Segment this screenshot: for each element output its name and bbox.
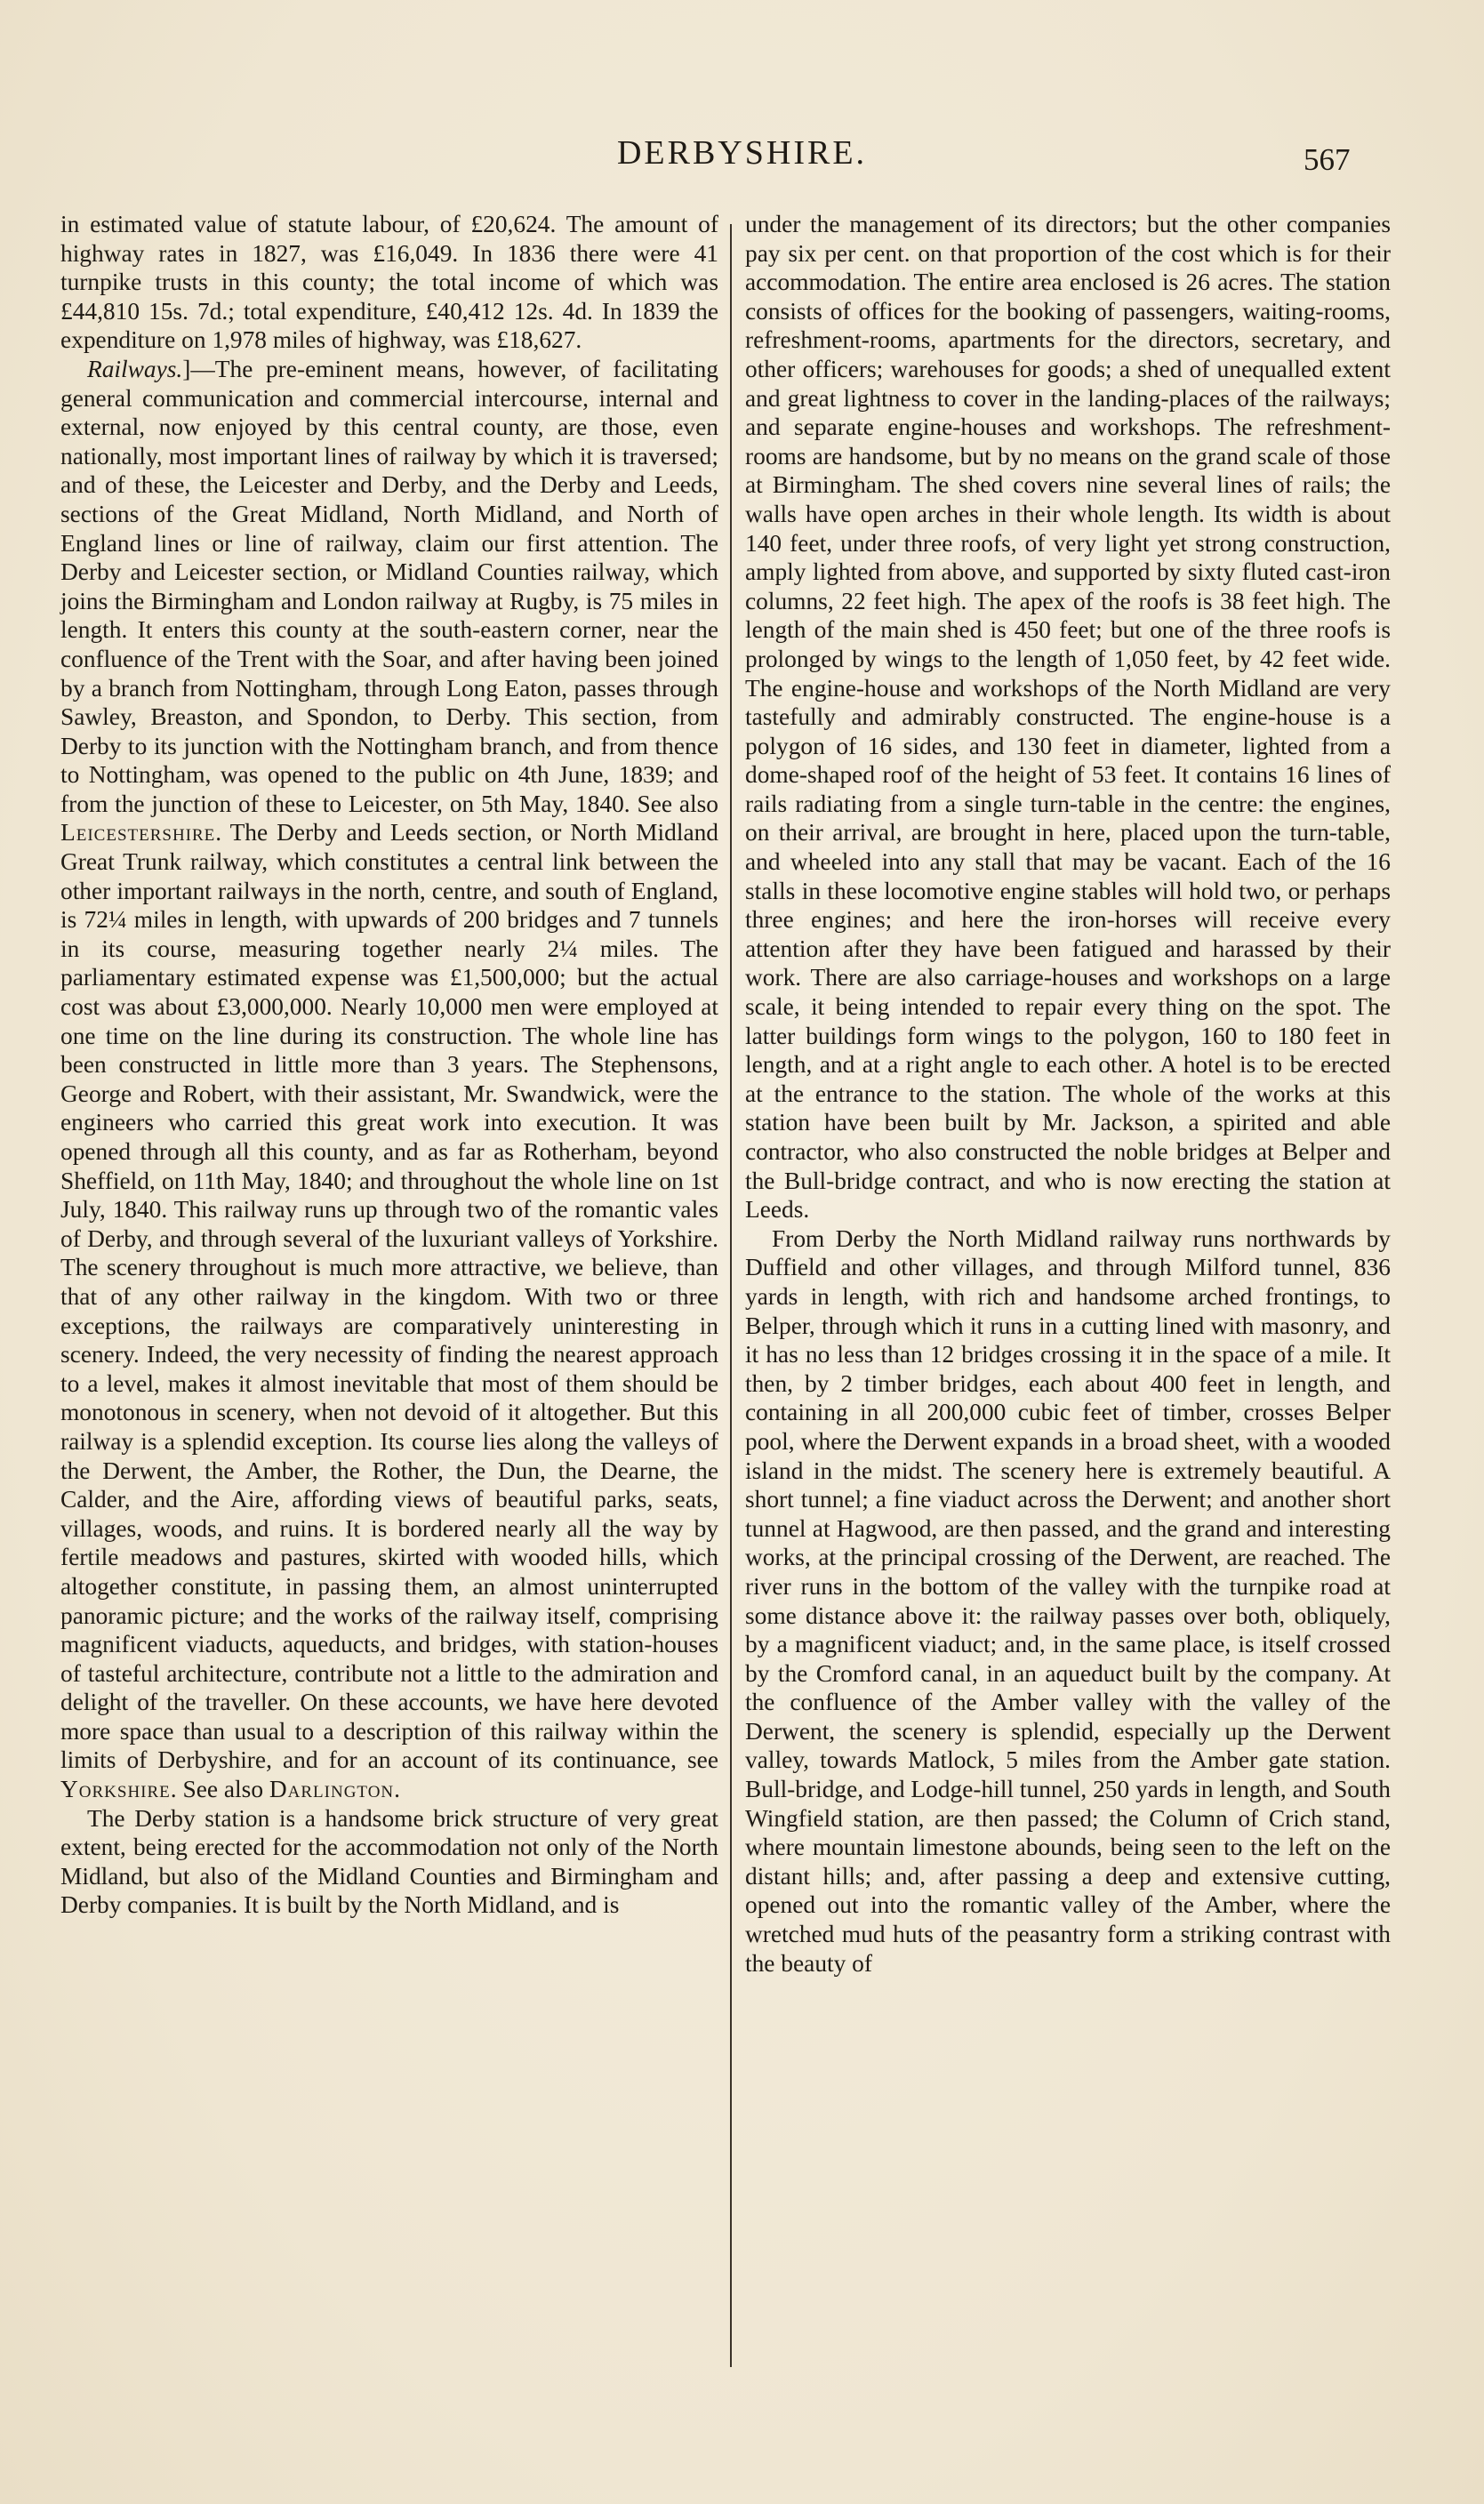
cross-ref-yorkshire[interactable]: Yorkshire xyxy=(60,1776,171,1803)
railways-heading: Railways. xyxy=(87,355,183,382)
paragraph-railways xyxy=(60,355,718,1804)
railways-text-end: . xyxy=(394,1776,400,1803)
right-column xyxy=(745,210,1391,1978)
running-head: DERBYSHIRE. xyxy=(616,134,868,172)
paragraph-highway-rates: in estimated value of statute labour, of £20,624. The amount of highway rates in 1827, was £16,049. In 1836 there were 41 turnpike trusts in this county; the total income of which was £44,810 15s. 7d.; total expenditure, £40,412 12s. 4d. In 1839 the expenditure on 1,978 miles of highway, was £18,627. xyxy=(60,211,718,354)
paragraph-derby-station: The Derby station is a handsome brick structure of very great extent, being erected for the accommodation not only of the North Midland, but also of the Midland Counties and Birmingham and Derby companies. It is built by the North Midland, and is xyxy=(60,1804,718,1919)
left-column xyxy=(60,210,718,1920)
railways-text-3: . See also xyxy=(170,1776,264,1803)
column-divider xyxy=(730,224,732,2367)
paragraph-station-management: under the management of its directors; but the other companies pay six per cent. on that proportion of the cost which is for their accommodation. The entire area enclosed is 26 acres. The station consists of offices for the booking of passengers, waiting-rooms, refreshment-rooms, apartments for the directors, secretary, and other officers; warehouses for goods; a shed of unequalled extent and great lightness to cover in the landing-places of the railways; and separate engine-houses and workshops. The refreshment-rooms are handsome, but by no means on the grand scale of those at Birmingham. The shed covers nine several lines of rails; the walls have open arches in their whole length. Its width is about 140 feet, under three roofs, of very light yet strong construction, amply lighted from above, and supported by sixty fluted cast-iron columns, 22 feet high. The apex of the roofs is 38 feet high. The length of the main shed is 450 feet; but one of the three roofs is prolonged by wings to the length of 1,050 feet, by 42 feet wide. The engine-house and workshops of the North Midland are very tastefully and admirably constructed. The engine-house is a polygon of 16 sides, and 130 feet in diameter, lighted from a dome-shaped roof of the height of 53 feet. It contains 16 lines of rails radiating from a single turn-table in the centre: the engines, on their arrival, are brought in here, placed upon the turn-table, and wheeled into any stall that may be vacant. Each of the 16 stalls in these locomotive engine stables will hold two, or perhaps three engines; and here the iron-horses will receive every attention after they have been fatigued and harassed by their work. There are also carriage-houses and workshops on a large scale, it being intended to repair every thing on the spot. The latter buildings form wings to the polygon, 160 to 180 feet in length, and at a right angle to each other. A hotel is to be erected at the entrance to the station. The whole of the works at this station have been built by Mr. Jackson, a spirited and able contractor, who also constructed the noble bridges at Belper and the Bull-bridge contract, and who is now erecting the station at Leeds. xyxy=(745,211,1391,1224)
cross-ref-leicestershire[interactable]: Leicestershire xyxy=(60,819,216,847)
railways-text-2: . The Derby and Leeds section, or North Midland Great Trunk railway, which constitutes a central link between the other important railways in the north, centre, and south of England, is 72¼ miles in length, with upwards of 200 bridges and 7 tunnels in its course, measuring together nearly 2¼ miles. The parliamentary estimated expense was £1,500,000; but the actual cost was about £3,000,000. Nearly 10,000 men were employed at one time on the line during its construction. The whole line has been constructed in little more than 3 years. The Stephensons, George and Robert, with their assistant, Mr. Swandwick, were the engineers who carried this great work into execution. It was opened through all this county, and as far as Rotherham, beyond Sheffield, on 11th May, 1840; and throughout the whole line on 1st July, 1840. This railway runs up through two of the romantic vales of Derby, and through several of the luxuriant valleys of Yorkshire. The scenery throughout is much more attractive, we believe, than that of any other railway in the kingdom. With two or three exceptions, the railways are comparatively uninteresting in scenery. Indeed, the very necessity of finding the nearest approach to a level, makes it almost inevitable that most of them should be monotonous in scenery, when not devoid of it altogether. But this railway is a splendid exception. Its course lies along the valleys of the Derwent, the Amber, the Rother, the Dun, the Dearne, the Calder, and the Aire, affording views of beautiful parks, seats, villages, woods, and ruins. It is bordered nearly all the way by fertile meadows and pastures, skirted with wooded hills, which altogether constitute, in passing them, an almost uninterrupted panoramic picture; and the works of the railway itself, comprising magnificent viaducts, aqueducts, and bridges, with station-houses of tasteful architecture, contribute not a little to the admiration and delight of the traveller. On these accounts, we have here devoted more space than usual to a description of this railway within the limits of Derbyshire, and for an account of its continuance, see xyxy=(60,819,718,1774)
paragraph-north-midland-route: From Derby the North Midland railway runs northwards by Duffield and other villages, and through Milford tunnel, 836 yards in length, with rich and handsome arched frontings, to Belper, through which it runs in a cutting lined with masonry, and it has no less than 12 bridges crossing it in the space of a mile. It then, by 2 timber bridges, each about 400 feet in length, and containing in all 200,000 cubic feet of timber, crosses Belper pool, where the Derwent expands in a broad sheet, with a wooded island in the midst. The scenery here is extremely beautiful. A short tunnel; a fine viaduct across the Derwent; and another short tunnel at Hagwood, are then passed, and the grand and interesting works, at the principal crossing of the Derwent, are reached. The river runs in the bottom of the valley with the turnpike road at some distance above it: the railway passes over both, obliquely, by a magnificent viaduct; and, in the same place, is itself crossed by the Cromford canal, in an aqueduct built by the company. At the confluence of the Amber valley with the valley of the Derwent, the scenery is splendid, especially up the Derwent valley, towards Matlock, 5 miles from the Amber gate station. Bull-bridge, and Lodge-hill tunnel, 250 yards in length, and South Wingfield station, are then passed; the Column of Crich stand, where mountain limestone abounds, being seen to the left on the distant hills; and, after passing a deep and extensive cutting, opened out into the romantic valley of the Amber, where the wretched mud huts of the peasantry form a striking contrast with the beauty of xyxy=(745,1224,1391,1977)
railways-text: ]—The pre-eminent means, however, of facilitating general communication and commercial intercourse, internal and external, now enjoyed by this central county, are those, even nationally, most important lines of railway by which it is traversed; and of these, the Leicester and Derby, and the Derby and Leeds, sections of the Great Midland, North Midland, and North of England lines or line of railway, claim our first attention. The Derby and Leicester section, or Midland Counties railway, which joins the Birmingham and London railway at Rugby, is 75 miles in length. It enters this county at the south-eastern corner, near the confluence of the Trent with the Soar, and after having been joined by a branch from Nottingham, through Long Eaton, passes through Sawley, Breaston, and Spondon, to Derby. This section, from Derby to its junction with the Nottingham branch, and from thence to Nottingham, was opened to the public on 4th June, 1839; and from the junction of these to Leicester, on 5th May, 1840. See also xyxy=(60,355,718,817)
page-number: 567 xyxy=(1304,142,1351,177)
cross-ref-darlington[interactable]: Darlington xyxy=(269,1776,395,1803)
